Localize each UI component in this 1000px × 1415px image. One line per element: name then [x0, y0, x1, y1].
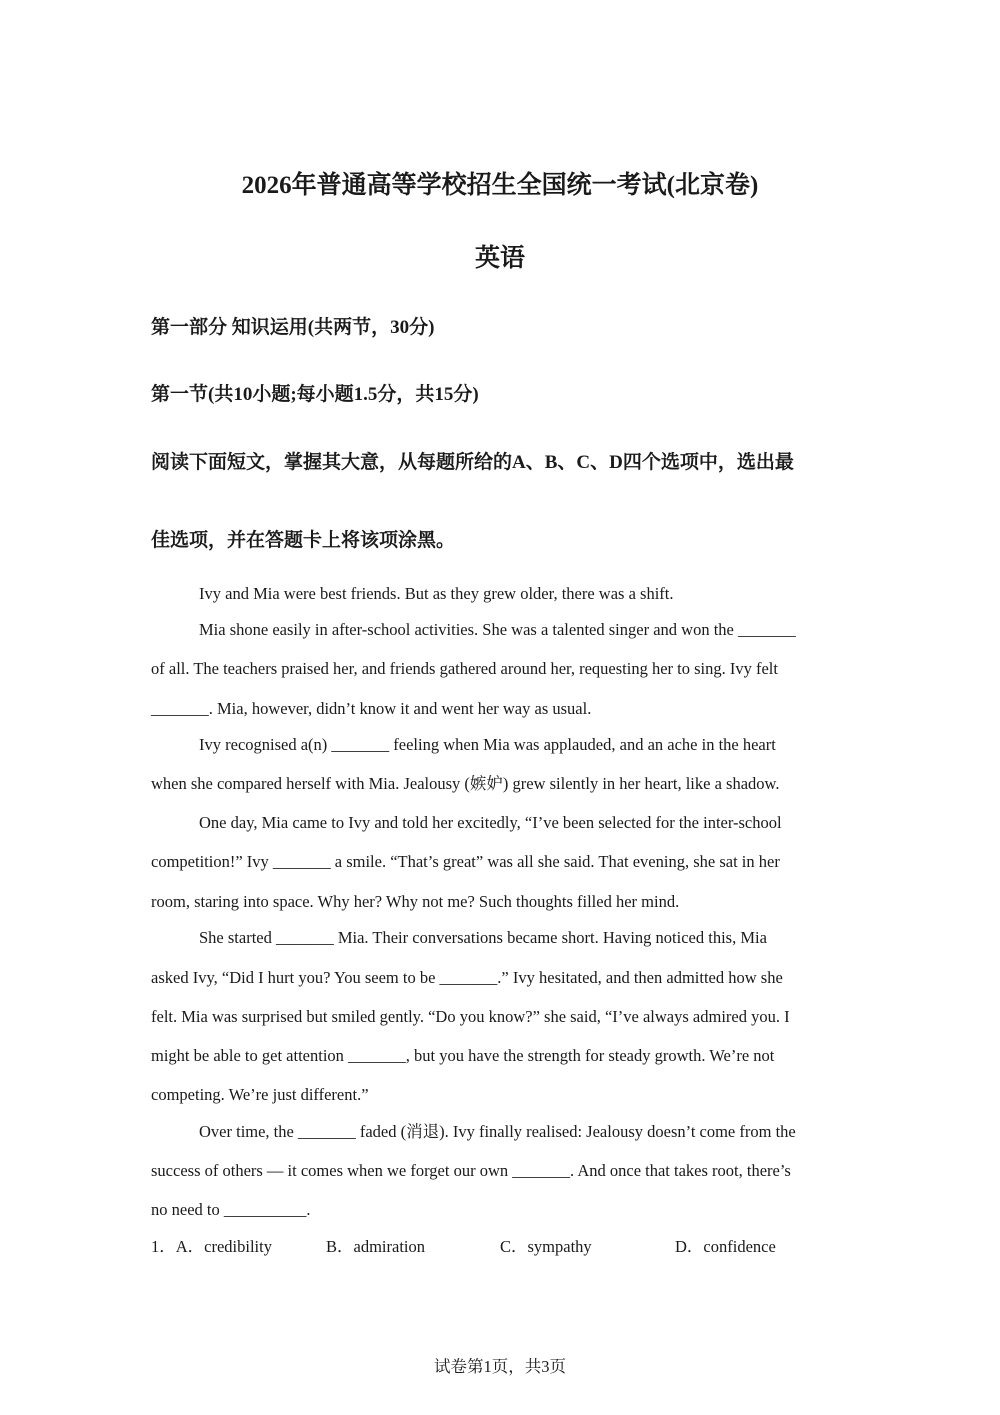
option-c: C．sympathy — [500, 1237, 592, 1256]
instruction-line-2: 佳选项，并在答题卡上将该项涂黑。 — [151, 530, 456, 551]
passage-line: competition!” Ivy _______ a smile. “That’s great” was all she said. That evening, she sat in her — [151, 852, 780, 871]
passage-line: Ivy and Mia were best friends. But as they grew older, there was a shift. — [199, 584, 674, 603]
option-b: B．admiration — [326, 1237, 425, 1256]
option-a: 1．A．credibility — [151, 1237, 272, 1256]
passage-line: of all. The teachers praised her, and friends gathered around her, requesting her to sing. Ivy felt — [151, 659, 778, 678]
passage-line: might be able to get attention _______, but you have the strength for steady growth. We’re not — [151, 1046, 775, 1065]
option-d: D．confidence — [675, 1237, 776, 1256]
passage-line: asked Ivy, “Did I hurt you? You seem to be _______.” Ivy hesitated, and then admitted how she — [151, 968, 783, 987]
passage-line: Over time, the _______ faded (消退). Ivy finally realised: Jealousy doesn’t come from the — [199, 1122, 796, 1141]
passage-line: competing. We’re just different.” — [151, 1085, 369, 1104]
passage-line: room, staring into space. Why her? Why not me? Such thoughts filled her mind. — [151, 892, 680, 911]
question-1-options — [151, 1236, 851, 1258]
instruction-line-1: 阅读下面短文，掌握其大意，从每题所给的A、B、C、D四个选项中，选出最 — [151, 452, 794, 473]
passage-line: One day, Mia came to Ivy and told her excitedly, “I’ve been selected for the inter-school — [199, 813, 782, 832]
subject-title: 英语 — [474, 245, 525, 272]
passage-line: when she compared herself with Mia. Jealousy (嫉妒) grew silently in her heart, like a shadow. — [151, 774, 780, 793]
passage-line: She started _______ Mia. Their conversations became short. Having noticed this, Mia — [199, 928, 767, 947]
passage-line: felt. Mia was surprised but smiled gently. “Do you know?” she said, “I’ve always admired you. I — [151, 1007, 790, 1026]
passage-line: Ivy recognised a(n) _______ feeling when Mia was applauded, and an ache in the heart — [199, 735, 776, 754]
passage-line: no need to __________. — [151, 1200, 311, 1219]
exam-title: 2026年普通高等学校招生全国统一考试(北京卷) — [241, 172, 759, 199]
passage-line: _______. Mia, however, didn’t know it and went her way as usual. — [151, 699, 592, 718]
page-footer: 试卷第1页，共3页 — [434, 1357, 566, 1376]
passage-line: success of others — it comes when we forget our own _______. And once that takes root, there’s — [151, 1161, 791, 1180]
passage-line: Mia shone easily in after-school activities. She was a talented singer and won the _______ — [199, 620, 796, 639]
section-heading: 第一节(共10小题;每小题1.5分，共15分) — [151, 384, 479, 405]
part-heading: 第一部分 知识运用(共两节，30分) — [151, 317, 435, 338]
